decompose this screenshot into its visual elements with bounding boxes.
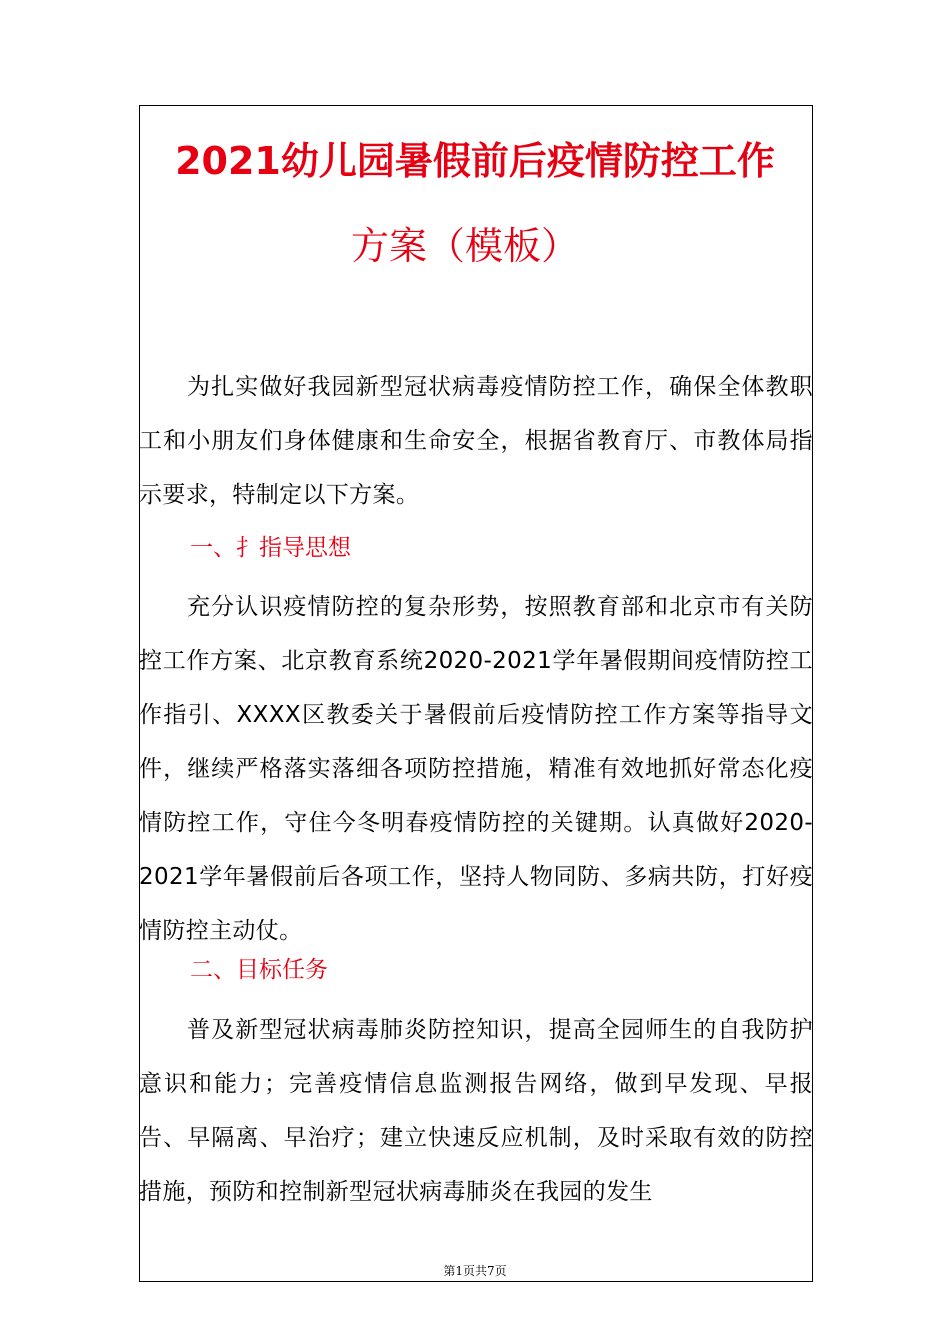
section1-paragraph: 充分认识疫情防控的复杂形势，按照教育部和北京市有关防控工作方案、北京教育系统2020-2021学年暑假期间疫情防控工作指引、XXXX区教委关于暑假前后疫情防控工作方案等指导文件，继续严格落实落细各项防控措施，精准有效地抓好常态化疫情防控工作，守住今冬明春疫情防控的关键期。认真做好2020-2021学年暑假前后各项工作，坚持人物同防、多病共防，打好疫情防控主动仗。 bbox=[139, 594, 813, 944]
section2-heading: 二、目标任务 bbox=[190, 957, 328, 983]
intro-paragraph: 为扎实做好我园新型冠状病毒疫情防控工作，确保全体教职工和小朋友们身体健康和生命安全，根据省教育厅、市教体局指示要求，特制定以下方案。 bbox=[139, 374, 813, 508]
section2-paragraph: 普及新型冠状病毒肺炎防控知识，提高全园师生的自我防护意识和能力；完善疫情信息监测报告网络，做到早发现、早报告、早隔离、早治疗；建立快速反应机制，及时采取有效的防控措施，预防和控制新型冠状病毒肺炎在我园的发生 bbox=[139, 1017, 813, 1205]
document-title-line1: 2021幼儿园暑假前后疫情防控工作 bbox=[175, 139, 775, 183]
document-title-line2: 方案（模板） bbox=[350, 224, 579, 268]
section1-heading: 一、扌指导思想 bbox=[190, 535, 351, 561]
page-footer: 第1页共7页 bbox=[443, 1264, 507, 1278]
